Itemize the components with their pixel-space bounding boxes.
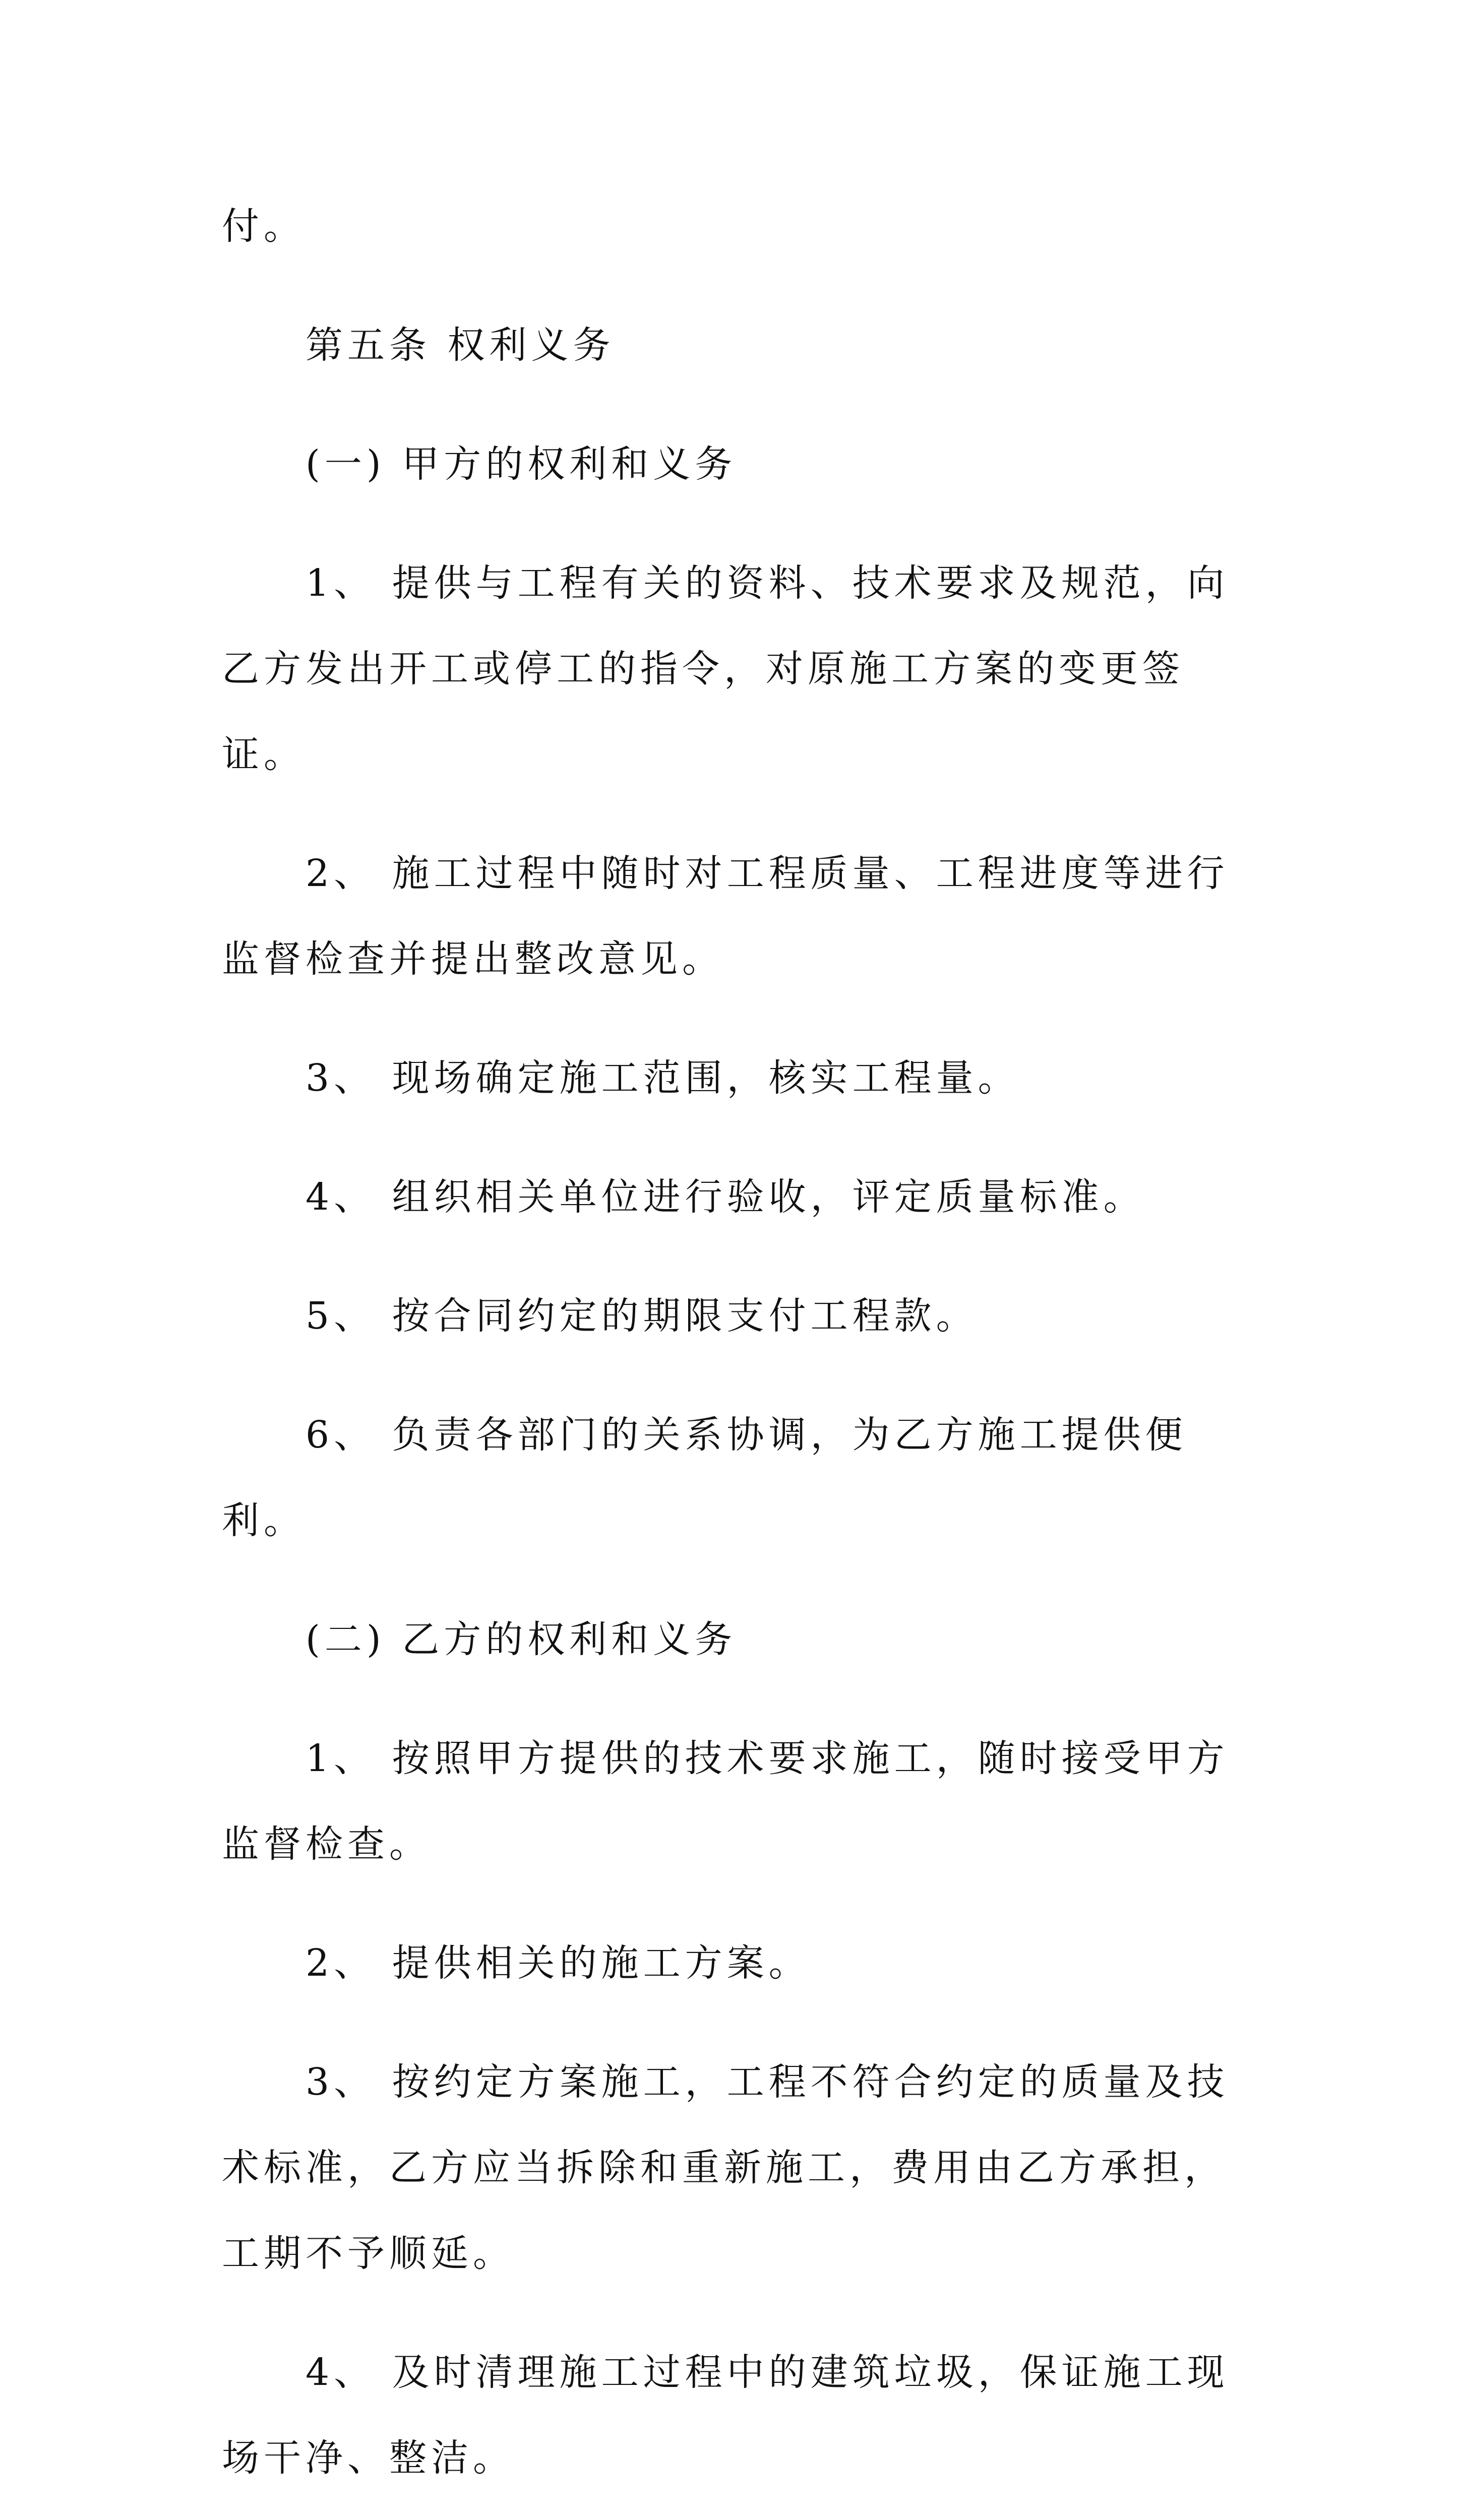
party-a-item-2: 2、 施工过程中随时对工程质量、工程进度等进行监督检查并提出整改意见。: [222, 852, 1229, 981]
party-a-item-6: 6、 负责各部门的关系协调，为乙方施工提供便利。: [222, 1413, 1187, 1542]
party-a-section-heading: (一) 甲方的权利和义务: [306, 443, 737, 486]
party-a-item-3: 3、 现场确定施工范围，核实工程量。: [306, 1056, 1020, 1100]
party-a-item-1: 1、 提供与工程有关的资料、技术要求及规范，向乙方发出开工或停工的指令，对原施工方案的变更签证。: [222, 561, 1229, 776]
party-b-item-1: 1、 按照甲方提供的技术要求施工，随时接受甲方监督检查。: [222, 1737, 1229, 1866]
paragraph-continuation: 付。: [222, 205, 306, 248]
party-b-item-2: 2、 提供相关的施工方案。: [306, 1941, 811, 1985]
party-b-section-heading: (二) 乙方的权利和义务: [306, 1618, 737, 1661]
party-b-item-3: 3、 按约定方案施工，工程不符合约定的质量及技术标准，乙方应当拆除和重新施工，费用由乙方承担，工期不予顺延。: [222, 2060, 1229, 2275]
document-body: [222, 183, 1235, 2520]
party-a-item-5: 5、 按合同约定的期限支付工程款。: [306, 1294, 978, 1338]
party-b-item-4: 4、 及时清理施工过程中的建筑垃圾，保证施工现场干净、整洁。: [222, 2351, 1229, 2480]
party-a-item-4: 4、 组织相关单位进行验收，评定质量标准。: [306, 1175, 1145, 1219]
article-5-heading: 第五条 权利义务: [306, 324, 615, 367]
